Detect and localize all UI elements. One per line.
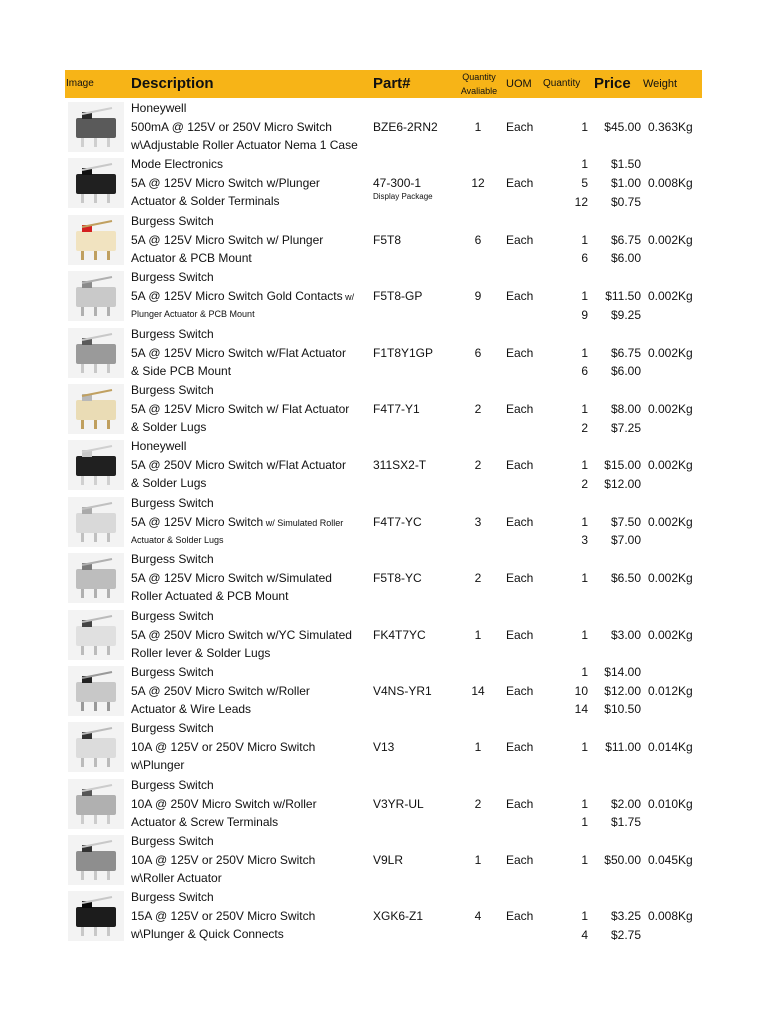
tier-price: $0.75	[610, 194, 641, 209]
product-weight: 0.008Kg	[648, 176, 693, 191]
tier-quantity: 5	[581, 175, 588, 190]
product-description-line2: Plunger Actuator & PCB Mount	[131, 309, 255, 320]
product-image	[68, 215, 124, 265]
price-tier	[543, 814, 643, 832]
unit-of-measure: Each	[506, 514, 534, 529]
product-brand: Burgess Switch	[131, 890, 214, 905]
header-description: Description	[131, 75, 214, 92]
tier-price: $11.50	[605, 289, 641, 304]
product-description-line2: Actuator & Solder Terminals	[131, 194, 280, 209]
header-price: Price	[594, 75, 631, 92]
product-description-line2: & Side PCB Mount	[131, 363, 232, 378]
tier-quantity: 1	[581, 345, 588, 360]
product-weight: 0.008Kg	[648, 909, 693, 924]
quantity-available: 3	[474, 514, 482, 529]
product-image	[68, 497, 124, 547]
header-part: Part#	[373, 75, 411, 92]
product-weight: 0.012Kg	[648, 683, 693, 698]
product-brand: Burgess Switch	[131, 834, 214, 849]
header-quantity-available-line2: Avaliable	[460, 86, 498, 96]
price-tier	[543, 514, 643, 532]
table-row	[65, 436, 702, 492]
quantity-available: 6	[474, 232, 482, 247]
price-tier	[543, 119, 643, 137]
tier-quantity: 1	[581, 815, 588, 830]
part-number: F1T8Y1GP	[373, 345, 434, 360]
product-description-line2: Actuator & Wire Leads	[131, 701, 252, 716]
table-row	[65, 98, 702, 154]
price-tier	[543, 927, 643, 945]
description-text: 5A @ 125V Micro Switch w/ Plunger	[131, 232, 324, 247]
price-tier	[543, 570, 643, 588]
header-quantity: Quantity	[543, 78, 581, 89]
tier-price: $3.00	[610, 627, 641, 642]
header-quantity-available	[455, 70, 503, 98]
price-tier	[543, 363, 643, 381]
header-image: Image	[66, 78, 94, 89]
product-weight: 0.002Kg	[648, 232, 693, 247]
product-description-line1	[131, 175, 320, 191]
price-tier	[543, 664, 643, 682]
unit-of-measure: Each	[506, 458, 534, 473]
part-number: FK4T7YC	[373, 627, 426, 642]
product-weight: 0.002Kg	[648, 627, 693, 642]
price-tier	[543, 156, 643, 174]
price-tier	[543, 683, 643, 701]
quantity-available: 2	[474, 401, 482, 416]
quantity-available: 1	[474, 740, 482, 755]
product-description-line1	[131, 119, 332, 135]
product-weight: 0.014Kg	[648, 740, 693, 755]
product-description-line2: w\Plunger & Quick Connects	[131, 927, 284, 942]
product-description-line2: Roller lever & Solder Lugs	[131, 645, 271, 660]
unit-of-measure: Each	[506, 176, 534, 191]
product-description-line2: Actuator & Solder Lugs	[131, 534, 224, 545]
product-description-line1	[131, 852, 315, 868]
tier-quantity: 2	[581, 476, 588, 491]
part-number: XGK6-Z1	[373, 909, 424, 924]
product-image	[68, 384, 124, 434]
product-brand: Burgess Switch	[131, 270, 214, 285]
tier-price: $12.00	[604, 683, 641, 698]
header-quantity-available-line1: Quantity	[462, 72, 496, 82]
tier-quantity: 12	[574, 194, 588, 209]
table-row	[65, 549, 702, 605]
product-weight: 0.002Kg	[648, 514, 693, 529]
part-number: 311SX2-T	[373, 458, 427, 473]
product-image	[68, 158, 124, 208]
product-brand: Burgess Switch	[131, 382, 214, 397]
description-text: 10A @ 125V or 250V Micro Switch	[131, 853, 316, 868]
product-description-line1	[131, 739, 315, 755]
product-description-line1	[131, 796, 317, 812]
product-description-line1	[131, 457, 346, 473]
price-tier	[543, 232, 643, 250]
price-tier	[543, 250, 643, 268]
product-weight: 0.002Kg	[648, 458, 693, 473]
description-text: 5A @ 125V Micro Switch Gold Contacts	[131, 289, 343, 304]
quantity-available: 4	[474, 909, 482, 924]
product-description-line1	[131, 401, 349, 417]
unit-of-measure: Each	[506, 796, 534, 811]
quantity-available: 9	[474, 289, 482, 304]
table-row	[65, 380, 702, 436]
product-brand: Burgess Switch	[131, 721, 214, 736]
tier-price: $7.25	[610, 420, 641, 435]
description-text: 15A @ 125V or 250V Micro Switch	[131, 909, 316, 924]
tier-quantity: 1	[581, 796, 588, 811]
tier-quantity: 1	[581, 232, 588, 247]
quantity-available: 2	[474, 571, 482, 586]
description-text: 500mA @ 125V or 250V Micro Switch	[131, 120, 332, 134]
price-tier	[543, 457, 643, 475]
description-text: 5A @ 125V Micro Switch	[131, 514, 264, 529]
product-description-line1	[131, 570, 332, 586]
table-row	[65, 775, 702, 831]
tier-price: $1.75	[610, 815, 641, 830]
price-tier	[543, 476, 643, 494]
unit-of-measure: Each	[506, 853, 534, 868]
table-row	[65, 718, 702, 774]
product-brand: Burgess Switch	[131, 608, 214, 623]
table-row	[65, 154, 702, 210]
tier-price: $6.75	[610, 232, 641, 247]
product-description-line1	[131, 908, 315, 924]
tier-quantity: 1	[581, 571, 588, 586]
tier-price: $1.00	[610, 175, 641, 190]
part-number: F4T7-Y1	[373, 401, 420, 416]
product-brand: Burgess Switch	[131, 664, 214, 679]
price-tier	[543, 627, 643, 645]
price-tier	[543, 307, 643, 325]
product-brand: Burgess Switch	[131, 777, 214, 792]
product-brand: Burgess Switch	[131, 495, 214, 510]
part-number: F5T8	[373, 232, 402, 247]
table-row	[65, 662, 702, 718]
price-tier	[543, 420, 643, 438]
description-small-text: w/	[342, 292, 355, 303]
tier-price: $12.00	[604, 476, 641, 491]
product-description-line1	[131, 683, 310, 699]
tier-quantity: 1	[581, 664, 588, 679]
tier-quantity: 1	[581, 289, 588, 304]
tier-price: $50.00	[604, 853, 641, 868]
description-text: 10A @ 250V Micro Switch w/Roller	[131, 796, 317, 811]
price-tier	[543, 739, 643, 757]
tier-quantity: 1	[581, 853, 588, 868]
description-small-text: w/ Simulated Roller	[263, 517, 344, 528]
product-image	[68, 102, 124, 152]
product-description-line2: Roller Actuated & PCB Mount	[131, 589, 289, 604]
tier-quantity: 1	[581, 740, 588, 755]
tier-quantity: 10	[574, 683, 588, 698]
table-row	[65, 606, 702, 662]
unit-of-measure: Each	[506, 401, 534, 416]
product-image	[68, 779, 124, 829]
price-tier	[543, 401, 643, 419]
tier-price: $6.00	[610, 364, 641, 379]
tier-quantity: 1	[581, 909, 588, 924]
unit-of-measure: Each	[506, 345, 534, 360]
tier-price: $45.00	[604, 120, 641, 134]
quantity-available: 12	[471, 176, 485, 191]
quantity-available: 1	[474, 627, 482, 642]
product-image	[68, 328, 124, 378]
product-image	[68, 722, 124, 772]
product-weight: 0.002Kg	[648, 571, 693, 586]
part-number: F5T8-GP	[373, 289, 423, 304]
tier-price: $7.00	[610, 533, 641, 548]
tier-quantity: 1	[581, 514, 588, 529]
description-text: 5A @ 250V Micro Switch w/Flat Actuator	[131, 458, 346, 473]
tier-quantity: 1	[581, 627, 588, 642]
table-row	[65, 211, 702, 267]
product-description-line1	[131, 627, 352, 643]
product-image	[68, 610, 124, 660]
tier-quantity: 4	[581, 928, 588, 943]
description-text: 5A @ 250V Micro Switch w/Roller	[131, 683, 310, 698]
unit-of-measure: Each	[506, 289, 534, 304]
quantity-available: 2	[474, 458, 482, 473]
tier-price: $2.00	[610, 796, 641, 811]
part-number: BZE6-2RN2	[373, 120, 438, 134]
product-image	[68, 891, 124, 941]
product-description-line2: Actuator & Screw Terminals	[131, 814, 279, 829]
unit-of-measure: Each	[506, 909, 534, 924]
product-weight: 0.002Kg	[648, 345, 693, 360]
product-brand: Honeywell	[131, 101, 187, 115]
product-brand: Burgess Switch	[131, 552, 214, 567]
product-description-line1	[131, 345, 346, 361]
quantity-available: 14	[471, 683, 485, 698]
unit-of-measure: Each	[506, 571, 534, 586]
quantity-available: 6	[474, 345, 482, 360]
unit-of-measure: Each	[506, 683, 534, 698]
price-tier	[543, 908, 643, 926]
quantity-available: 1	[474, 853, 482, 868]
tier-price: $8.00	[610, 401, 641, 416]
tier-price: $7.50	[610, 514, 641, 529]
tier-price: $11.00	[605, 740, 641, 755]
unit-of-measure: Each	[506, 232, 534, 247]
tier-quantity: 1	[581, 458, 588, 473]
unit-of-measure: Each	[506, 627, 534, 642]
price-tier	[543, 532, 643, 550]
part-number: F5T8-YC	[373, 571, 422, 586]
tier-price: $14.00	[604, 664, 641, 679]
table-row	[65, 267, 702, 323]
product-weight: 0.002Kg	[648, 289, 693, 304]
tier-price: $15.00	[604, 458, 641, 473]
quantity-available: 1	[474, 120, 482, 134]
product-image	[68, 553, 124, 603]
tier-price: $9.25	[610, 307, 641, 322]
product-description-line2: w\Adjustable Roller Actuator Nema 1 Case	[131, 138, 358, 152]
description-text: 5A @ 125V Micro Switch w/Simulated	[131, 571, 332, 586]
tier-price: $10.50	[604, 702, 641, 717]
product-weight: 0.002Kg	[648, 401, 693, 416]
table-body	[65, 98, 702, 944]
product-description-line1	[131, 288, 354, 305]
tier-price: $1.50	[610, 157, 641, 172]
tier-quantity: 6	[581, 251, 588, 266]
unit-of-measure: Each	[506, 740, 534, 755]
unit-of-measure: Each	[506, 120, 534, 134]
description-text: 5A @ 125V Micro Switch w/Plunger	[131, 176, 320, 191]
price-tier	[543, 701, 643, 719]
part-number: 47-300-1	[373, 176, 422, 191]
tier-quantity: 3	[581, 533, 588, 548]
product-description-line2: w\Plunger	[131, 758, 185, 773]
tier-price: $2.75	[610, 928, 641, 943]
product-brand: Burgess Switch	[131, 326, 214, 341]
tier-quantity: 1	[581, 401, 588, 416]
product-table	[65, 70, 702, 944]
tier-price: $6.00	[610, 251, 641, 266]
part-number: V3YR-UL	[373, 796, 424, 811]
tier-quantity: 14	[574, 702, 588, 717]
quantity-available: 2	[474, 796, 482, 811]
product-brand: Burgess Switch	[131, 213, 214, 228]
tier-quantity: 9	[581, 307, 588, 322]
product-description-line2: w\Roller Actuator	[131, 871, 222, 886]
tier-quantity: 6	[581, 364, 588, 379]
table-row	[65, 493, 702, 549]
price-tier	[543, 175, 643, 193]
description-text: 10A @ 125V or 250V Micro Switch	[131, 740, 316, 755]
price-tier	[543, 194, 643, 212]
product-description-line2: Actuator & PCB Mount	[131, 250, 252, 265]
price-tier	[543, 288, 643, 306]
product-description-line1	[131, 514, 343, 531]
product-brand: Honeywell	[131, 439, 187, 454]
part-number: V9LR	[373, 853, 404, 868]
product-image	[68, 666, 124, 716]
product-image	[68, 440, 124, 490]
tier-quantity: 2	[581, 420, 588, 435]
tier-price: $3.25	[610, 909, 641, 924]
table-row	[65, 324, 702, 380]
product-weight: 0.045Kg	[648, 853, 693, 868]
price-tier	[543, 345, 643, 363]
table-row	[65, 887, 702, 943]
price-tier	[543, 852, 643, 870]
header-uom: UOM	[506, 78, 532, 90]
description-text: 5A @ 250V Micro Switch w/YC Simulated	[131, 627, 352, 642]
product-description-line2: & Solder Lugs	[131, 419, 207, 434]
product-image	[68, 271, 124, 321]
product-image	[68, 835, 124, 885]
description-text: 5A @ 125V Micro Switch w/Flat Actuator	[131, 345, 346, 360]
description-text: 5A @ 125V Micro Switch w/ Flat Actuator	[131, 401, 350, 416]
header-weight: Weight	[643, 78, 678, 90]
table-row	[65, 831, 702, 887]
product-description-line1	[131, 232, 323, 248]
product-description-line2: & Solder Lugs	[131, 476, 207, 491]
part-number: V13	[373, 740, 395, 755]
product-brand: Mode Electronics	[131, 157, 224, 172]
part-note: Display Package	[373, 192, 433, 202]
tier-price: $6.50	[610, 571, 641, 586]
product-weight: 0.010Kg	[648, 796, 693, 811]
tier-quantity: 1	[581, 120, 588, 134]
tier-price: $6.75	[610, 345, 641, 360]
price-tier	[543, 796, 643, 814]
part-number: V4NS-YR1	[373, 683, 432, 698]
product-weight: 0.363Kg	[648, 120, 693, 134]
tier-quantity: 1	[581, 157, 588, 172]
table-header	[65, 70, 702, 98]
part-number: F4T7-YC	[373, 514, 422, 529]
